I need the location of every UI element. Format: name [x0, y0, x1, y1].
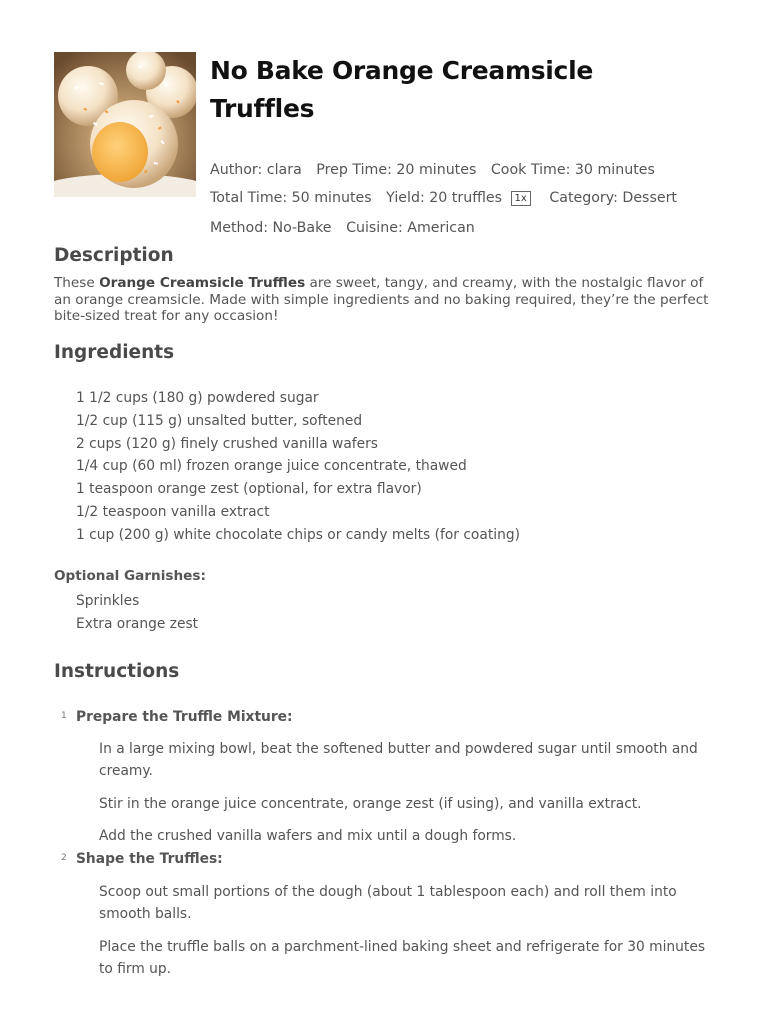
ingredient-item: 1/4 cup (60 ml) frozen orange juice concentrate, thawed [76, 458, 467, 475]
ingredient-item: 1 teaspoon orange zest (optional, for extra flavor) [76, 481, 422, 498]
instructions-heading: Instructions [54, 661, 180, 682]
step-text: Add the crushed vanilla wafers and mix until a dough forms. [99, 828, 517, 844]
recipe-meta-row [210, 160, 730, 180]
recipe-header [54, 52, 714, 252]
step-title: Shape the Truffles: [76, 851, 223, 867]
recipe-meta-row [210, 218, 730, 238]
meta-category: Category: Dessert [549, 190, 677, 206]
ingredient-item: 1/2 teaspoon vanilla extract [76, 503, 270, 520]
description-lead: These [54, 275, 100, 291]
ingredient-item: 1 1/2 cups (180 g) powdered sugar [76, 390, 319, 406]
garnish-heading: Optional Garnishes: [54, 568, 206, 584]
garnish-list [76, 591, 198, 637]
description-bold: Orange Creamsicle Truffles [99, 275, 306, 291]
step-number: 1 [61, 711, 67, 721]
meta-cook-time: Cook Time: 30 minutes [490, 162, 655, 178]
meta-prep-time: Prep Time: 20 minutes [316, 162, 477, 178]
step-number: 2 [61, 853, 67, 863]
ingredients-list [76, 388, 520, 548]
recipe-title: No Bake Orange Creamsicle Truffles [210, 56, 593, 123]
garnish-item: Extra orange zest [76, 615, 199, 632]
ingredients-heading: Ingredients [54, 342, 175, 363]
ingredient-item: 1 cup (200 g) white chocolate chips or candy melts (for coating) [76, 526, 520, 543]
meta-yield: Yield: 20 truffles [386, 190, 503, 206]
step-text: Place the truffle balls on a parchment-lined baking sheet and refrigerate for 30 minutes to firm up. [99, 939, 706, 977]
recipe-photo [54, 52, 196, 197]
servings-multiplier-button[interactable]: 1x [511, 191, 531, 206]
step-text: In a large mixing bowl, beat the softened butter and powdered sugar until smooth and creamy. [99, 741, 698, 779]
description-heading: Description [54, 245, 174, 266]
step-title: Prepare the Truffle Mixture: [76, 709, 293, 725]
meta-method: Method: No-Bake [210, 220, 332, 236]
description-rest: are sweet, tangy, and creamy, with the nostalgic flavor of an orange creamsicle. Made with simple ingredients and no baking required, they’re the perfect bite-sized treat for any occasion! [54, 275, 709, 324]
meta-author: Author: clara [210, 162, 302, 178]
recipe-meta-row [210, 188, 730, 208]
ingredient-item: 2 cups (120 g) finely crushed vanilla wafers [76, 435, 378, 452]
garnish-item: Sprinkles [76, 593, 140, 609]
meta-cuisine: Cuisine: American [346, 220, 475, 236]
meta-total-time: Total Time: 50 minutes [210, 190, 372, 206]
step-text: Stir in the orange juice concentrate, orange zest (if using), and vanilla extract. [99, 796, 642, 812]
ingredient-item: 1/2 cup (115 g) unsalted butter, softened [76, 412, 363, 429]
step-text: Scoop out small portions of the dough (about 1 tablespoon each) and roll them into smooth balls. [99, 884, 677, 922]
description-text [54, 275, 718, 325]
